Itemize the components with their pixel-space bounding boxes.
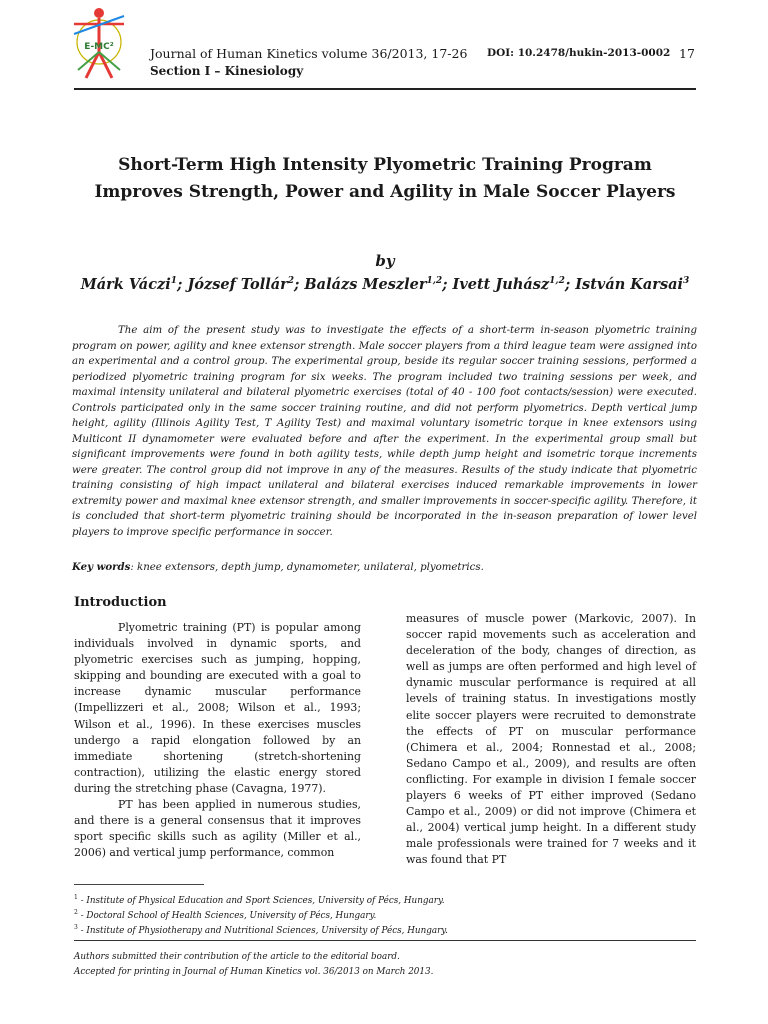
paragraph: Plyometric training (PT) is popular among individuals involved in dynamic sports, and plyometric exercises such as jumping, hopping, skipping and bounding are executed with a goal to increase dynamic muscular performance (Impellizzeri et al., 2008; Wilson et al., 1993; Wilson et al., 1996). In these exercises muscles undergo a rapid elongation followed by an immediate shortening (stretch-shortening contraction), utilizing the elastic energy stored during the stretching phase (Cavagna, 1977). [74, 621, 361, 795]
author-affiliation: 1,2 [549, 276, 565, 287]
author [575, 276, 689, 293]
footer-divider [74, 940, 696, 941]
header-divider [74, 88, 696, 90]
author-name: József Tollár [187, 276, 288, 293]
author-separator: ; [177, 276, 188, 293]
author-affiliation: 1 [170, 276, 178, 287]
author-name: Ivett Juhász [452, 276, 550, 293]
footnote-text: - Institute of Physiotherapy and Nutritional Sciences, University of Pécs, Hungary. [77, 925, 448, 936]
author-name: István Karsai [575, 276, 684, 293]
section-heading-introduction: Introduction [74, 595, 167, 610]
by-label: by [375, 252, 395, 270]
author [187, 276, 304, 293]
acceptance-note: Accepted for printing in Journal of Human Kinetics vol. 36/2013 on March 2013. [74, 967, 434, 977]
title-line-1: Short-Term High Intensity Plyometric Training Program [118, 155, 652, 175]
author-separator: ; [564, 276, 576, 293]
doi[interactable]: DOI: 10.2478/hukin-2013-0002 [487, 47, 671, 59]
section-label: Section I – Kinesiology [150, 64, 304, 78]
page-number: 17 [679, 46, 695, 61]
footnote-3 [74, 924, 448, 936]
abstract: The aim of the present study was to investigate the effects of a short-term in-season plyometric training program on power, agility and knee extensor strength. Male soccer players from a third league team were assigned into an experimental and a control group. The experimental group, beside its regular soccer training sessions, performed a periodized plyometric training program for six weeks. The program included two training sessions per week, and maximal intensity unilateral and bilateral plyometric exercises (total of 40 - 100 foot contacts/session) were executed. Controls participated only in the same soccer training routine, and did not perform plyometrics. Depth vertical jump height, agility (Illinois Agility Test, T Agility Test) and maximal voluntary isometric torque in knee extensors using Multicont II dynamometer were evaluated before and after the experiment. In the experimental group small but significant improvements were found in both agility tests, while depth jump height and isometric torque increments were greater. The control group did not improve in any of the measures. Results of the study indicate that plyometric training consisting of high impact unilateral and bilateral exercises induced remarkable improvements in lower extremity power and maximal knee extensor strength, and smaller improvements in soccer-specific agility. Therefore, it is concluded that short-term plyometric training should be incorporated in the in-season preparation of lower level players to improve specific performance in soccer. [72, 325, 697, 538]
keywords-label: Key words [72, 561, 131, 573]
body-column-right [406, 611, 696, 869]
article-title [74, 152, 696, 206]
author-name: Balázs Meszler [304, 276, 427, 293]
author-affiliation: 3 [683, 276, 690, 287]
footnote-mark: 3 [74, 924, 78, 931]
journal-logo [66, 4, 132, 84]
author-affiliation: 1,2 [426, 276, 443, 287]
author [453, 276, 576, 293]
body-column-left [74, 620, 361, 861]
journal-citation: Journal of Human Kinetics volume 36/2013, 17-26 [150, 46, 468, 61]
author [81, 276, 188, 293]
author-affiliation: 2 [287, 276, 295, 287]
footnote-divider [74, 884, 204, 885]
keywords-list: : knee extensors, depth jump, dynamometer, unilateral, plyometrics. [130, 562, 484, 573]
footnote-mark: 1 [74, 894, 78, 901]
footnote-mark: 2 [74, 909, 78, 916]
paragraph: measures of muscle power (Markovic, 2007). In soccer rapid movements such as acceleration and deceleration of the body, changes of direction, as well as jumps are often performed and high level of dynamic muscular performance is required at all levels of training status. In investigations mostly elite soccer players were recruited to demonstrate the effects of PT on muscular performance (Chimera et al., 2004; Ronnestad et al., 2008; Sedano Campo et al., 2009), and results are often conflicting. For example in division I female soccer players 6 weeks of PT either improved (Sedano Campo et al., 2009) or did not improve (Chimera et al., 2004) vertical jump height. In a different study male professionals were trained for 7 weeks and it was found that PT [406, 612, 696, 867]
author-separator: ; [442, 276, 453, 293]
footnote-text: - Institute of Physical Education and Sport Sciences, University of Pécs, Hungary. [77, 895, 445, 906]
footnote-1 [74, 894, 445, 906]
keywords [72, 561, 697, 573]
logo-text: E-MC² [84, 42, 114, 52]
author [304, 276, 452, 293]
author-name: Márk Váczi [80, 276, 171, 293]
author-separator: ; [294, 276, 305, 293]
footnote-2 [74, 909, 376, 921]
author-list [74, 276, 696, 293]
title-line-2: Improves Strength, Power and Agility in Male Soccer Players [94, 182, 676, 202]
footnote-text: - Doctoral School of Health Sciences, University of Pécs, Hungary. [77, 910, 377, 921]
submission-note: Authors submitted their contribution of the article to the editorial board. [74, 952, 400, 962]
paragraph: PT has been applied in numerous studies, and there is a general consensus that it improves sport specific skills such as agility (Miller et al., 2006) and vertical jump performance, common [74, 798, 361, 860]
